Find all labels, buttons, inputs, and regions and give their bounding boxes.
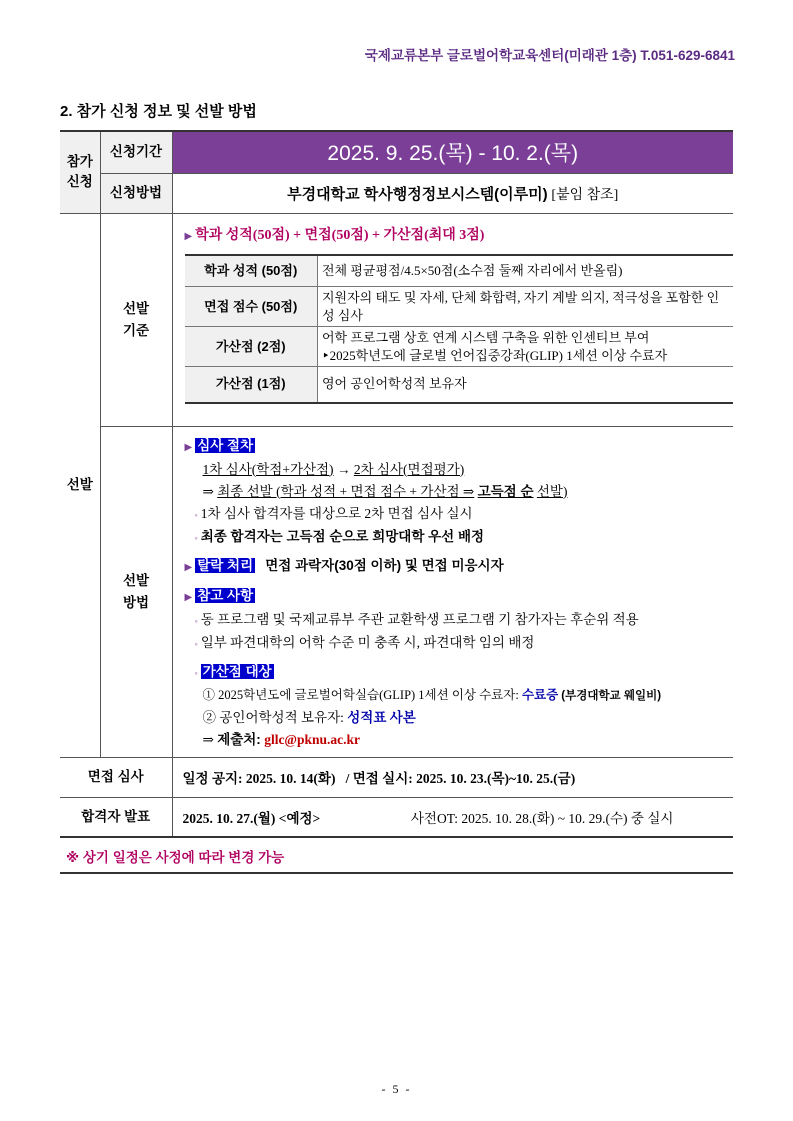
triangle-bullet-icon: ▶ <box>184 591 193 603</box>
method-value <box>172 173 733 213</box>
procedure-final-b: 고득점 순 <box>477 483 534 499</box>
criteria-value <box>318 327 733 367</box>
method-label: 신청방법 <box>100 173 172 213</box>
criteria-value: 지원자의 태도 및 자세, 단체 화합력, 자기 계발 의지, 적극성을 포함한 인성 심사 <box>318 287 733 327</box>
diamond-bullet-icon: ◦ <box>194 532 198 543</box>
diamond-bullet-icon: ◦ <box>194 638 198 649</box>
procedure-note: 1차 심사 합격자를 대상으로 2차 면접 심사 실시 <box>200 505 473 521</box>
criteria-value-line: 어학 프로그램 상호 연계 시스템 구축을 위한 인센티브 부여 <box>322 329 650 345</box>
bonus-item-text: ② 공인어학성적 보유자: <box>202 709 344 725</box>
bonus-title: 가산점 대상 <box>202 663 272 679</box>
page-number: - 5 - <box>381 1082 412 1096</box>
period-value: 2025. 9. 25.(목) - 10. 2.(목) <box>172 131 733 173</box>
criteria-key: 가산점 (1점) <box>185 367 318 403</box>
announcement-ot: 사전OT: 2025. 10. 28.(화) ~ 10. 29.(수) 중 실시 <box>410 810 674 826</box>
bonus-doc: 수료증 <box>521 687 559 702</box>
interview-schedule: 면접 실시: 2025. 10. 23.(목)~10. 25.(금) <box>352 771 576 786</box>
criteria-cell <box>172 213 733 426</box>
submission-label: 제출처: <box>217 731 261 747</box>
procedure-final-c: 선발) <box>536 483 568 499</box>
procedure-steps <box>185 459 724 481</box>
submission-email[interactable]: gllc@pknu.ac.kr <box>264 731 361 747</box>
procedure-step1: 1차 심사(학점+가산점) <box>202 461 334 477</box>
interview-value <box>172 757 733 797</box>
procedure-cell <box>172 426 733 757</box>
period-label: 신청기간 <box>100 131 172 173</box>
application-group-label: 참가 신청 <box>60 131 100 213</box>
method-section-label: 선발 방법 <box>100 426 172 757</box>
announcement-date: 2025. 10. 27.(월) <예정> <box>182 810 321 826</box>
schedule-note: ※ 상기 일정은 사정에 따라 변경 가능 <box>60 840 733 874</box>
bonus-item <box>185 684 724 707</box>
criteria-key: 가산점 (2점) <box>185 327 318 367</box>
implies-icon: ⇒ <box>202 731 214 747</box>
criteria-label: 선발 기준 <box>100 213 172 426</box>
bonus-item <box>185 707 724 729</box>
implies-icon: ⇒ <box>202 483 214 499</box>
arrow-right-icon: → <box>336 461 351 477</box>
criteria-value-line: ‣2025학년도에 글로벌 언어집중강좌(GLIP) 1세션 이상 수료자 <box>322 347 668 363</box>
bonus-doc: 성적표 사본 <box>347 709 416 725</box>
method-value-note: [붙임 참조] <box>551 187 619 203</box>
procedure-step2: 2차 심사(면접평가) <box>353 461 465 477</box>
elimination-text: 면접 과락자(30점 이하) 및 면접 미응시자 <box>265 557 504 573</box>
announcement-label: 합격자 발표 <box>60 797 172 837</box>
diamond-bullet-icon: ◦ <box>194 509 198 520</box>
method-value-main: 부경대학교 학사행정정보시스템(이루미) <box>287 185 548 203</box>
diamond-bullet-icon: ◦ <box>194 615 198 626</box>
submission-line <box>185 729 724 751</box>
procedure-title: 심사 절차 <box>197 437 254 453</box>
interview-label: 면접 심사 <box>60 757 172 797</box>
bonus-doc-note: (부경대학교 웨일비) <box>561 689 662 702</box>
procedure-final <box>185 481 724 503</box>
criteria-table <box>185 254 733 404</box>
interview-separator: / <box>345 771 350 786</box>
procedure-final-a: 최종 선발 (학과 성적 + 면접 점수 + 가산점 ⇒ <box>217 483 475 499</box>
announcement-value <box>172 797 733 837</box>
criteria-heading: 학과 성적(50점) + 면접(50점) + 가산점(최대 3점) <box>195 227 485 243</box>
section-title: 2. 참가 신청 정보 및 선발 방법 <box>60 103 257 120</box>
reference-item: 동 프로그램 및 국제교류부 주관 교환학생 프로그램 기 참가자는 후순위 적용 <box>200 611 639 627</box>
elimination-title: 탈락 처리 <box>197 557 254 573</box>
triangle-bullet-icon: ▶ <box>184 441 193 453</box>
criteria-value: 영어 공인어학성적 보유자 <box>318 367 733 403</box>
reference-item: 일부 파견대학의 어학 수준 미 충족 시, 파견대학 임의 배정 <box>200 634 535 650</box>
interview-notice: 일정 공지: 2025. 10. 14(화) <box>182 771 336 786</box>
criteria-key: 면접 점수 (50점) <box>185 287 318 327</box>
info-table <box>60 130 733 838</box>
selection-group-label: 선발 <box>60 213 100 757</box>
procedure-note-bold: 최종 합격자는 고득점 순으로 희망대학 우선 배정 <box>200 528 485 544</box>
bonus-item-text: ① 2025학년도에 글로벌어학실습(GLIP) 1세션 이상 수료자: <box>202 687 519 702</box>
criteria-value: 전체 평균평점/4.5×50점(소수점 둘째 자리에서 반올림) <box>318 255 733 287</box>
header-contact: 국제교류본부 글로벌어학교육센터(미래관 1층) T.051-629-6841 <box>364 48 735 63</box>
triangle-bullet-icon: ▶ <box>184 230 193 242</box>
triangle-bullet-icon: ▶ <box>184 561 193 573</box>
reference-title: 참고 사항 <box>197 587 254 603</box>
criteria-key: 학과 성적 (50점) <box>185 255 318 287</box>
diamond-bullet-icon: ◦ <box>194 667 198 678</box>
